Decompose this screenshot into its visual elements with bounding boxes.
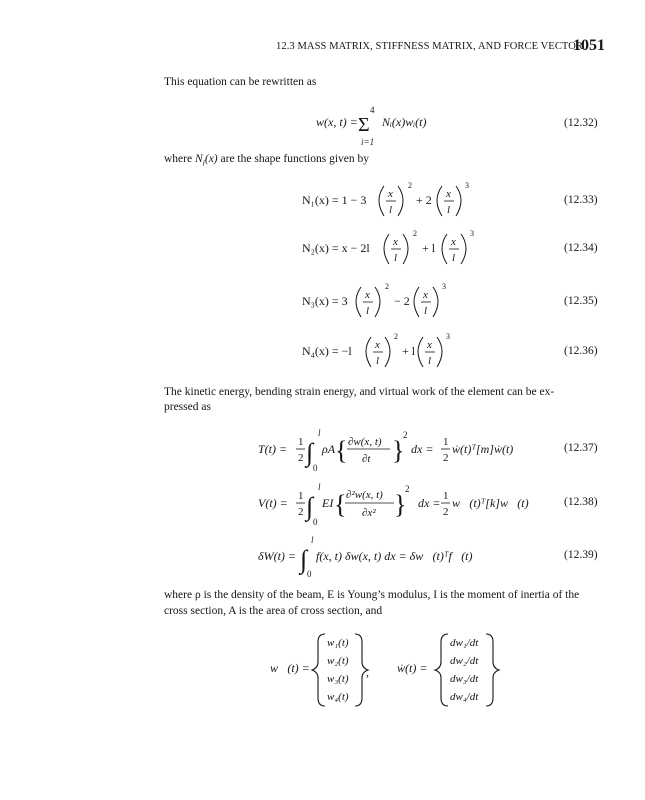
frac-num: x: [423, 289, 428, 301]
vector-comma: ,: [366, 665, 369, 679]
equation-12-39-math: [0, 532, 645, 582]
left-paren: [366, 337, 371, 367]
right-paren: [433, 287, 438, 317]
eq-12-37-frac-num: ∂w(x, t): [348, 436, 382, 448]
frac-den: l: [424, 305, 428, 317]
shape-intro-text: [164, 152, 369, 170]
left-paren: [418, 337, 423, 367]
equation-number: (12.38): [564, 496, 598, 508]
frac-den: l: [428, 355, 432, 367]
frac-den: l: [389, 204, 393, 216]
vector-definitions: [0, 630, 645, 710]
frac-num: x: [365, 289, 370, 301]
exp-square: 2: [413, 229, 417, 238]
int-upper: l: [311, 535, 314, 545]
equation-12-37-math: [0, 424, 645, 476]
exp-square: 2: [385, 282, 389, 291]
eq-12-38-dx: dx =: [418, 496, 441, 510]
int-upper: l: [318, 428, 321, 438]
eq-12-32-sum-upper: 4: [370, 105, 375, 115]
frac-num: x: [393, 236, 398, 248]
eq-12-37-power: 2: [403, 430, 408, 440]
frac-num: x: [446, 188, 451, 200]
left-paren: [356, 287, 361, 317]
equation-12-35: [0, 279, 645, 325]
page-number: 1051: [573, 37, 605, 54]
energy-text-line2: pressed as: [164, 401, 211, 413]
frac-den: l: [376, 355, 380, 367]
right-paren: [375, 287, 380, 317]
eq-12-38-coef: EI: [322, 496, 334, 510]
frac-den: l: [394, 252, 398, 264]
exp-cube: 3: [442, 282, 446, 291]
exp-cube: 3: [470, 229, 474, 238]
eq-12-38-rhs: w⃗(t)ᵀ[k]w⃗(t): [452, 496, 529, 510]
eq-12-38-lhs: V(t) =: [258, 496, 288, 510]
left-paren: [442, 234, 447, 264]
integral-sign: ∫: [300, 545, 308, 574]
eq-12-37-dx: dx =: [411, 442, 434, 456]
eq-12-36-lhs: N₄(x) = −l: [302, 344, 352, 358]
eq-12-39-integrand: f(x, t) δw(x, t) dx = δw⃗(t)ᵀf⃗(t): [316, 549, 473, 563]
equation-12-36-math: [0, 329, 645, 375]
equation-number: (12.32): [564, 117, 598, 129]
left-paren: [384, 234, 389, 264]
equation-12-34-math: [0, 226, 645, 272]
eq-12-38-frac-num: ∂²w(x, t): [346, 489, 383, 501]
equation-12-35-math: [0, 279, 645, 325]
eq-12-35-lhs: N₃(x) = 3: [302, 294, 348, 308]
equation-12-37: [0, 424, 645, 476]
eq-12-33-lhs: N₁(x) = 1 − 3: [302, 193, 367, 207]
equation-12-33-math: [0, 178, 645, 224]
integral-sign: ∫: [306, 492, 314, 521]
w-entry-1: w₁(t): [327, 637, 349, 649]
equation-number: (12.33): [564, 194, 598, 206]
sum-symbol: Σ: [358, 114, 370, 136]
equation-number: (12.36): [564, 345, 598, 357]
eq-12-37-power: 2: [405, 484, 410, 494]
left-paren: [414, 287, 419, 317]
w-entry-2: w₂(t): [327, 655, 349, 667]
right-paren: [398, 186, 403, 216]
frac-den: l: [452, 252, 456, 264]
exp-square: 2: [394, 332, 398, 341]
half-den: 2: [298, 506, 304, 518]
right-brace: }: [392, 436, 405, 465]
eq-12-34-mid: + l: [422, 241, 436, 255]
vector-definitions-math: [0, 630, 645, 710]
shape-intro-symbol: $N_i(x)$: [194, 153, 218, 168]
w-entry-3: w₃(t): [327, 673, 349, 685]
eq-12-37-coef: ρA: [322, 442, 336, 456]
wdot-entry-1: dw₁/dt: [450, 637, 479, 649]
eq-12-35-mid: − 2: [394, 294, 410, 308]
where-text-line2: cross section, A is the area of cross section, and: [164, 605, 383, 617]
w-entry-4: w₄(t): [327, 691, 349, 703]
right-paren: [461, 234, 466, 264]
int-lower: 0: [313, 463, 318, 473]
frac-num: x: [375, 339, 380, 351]
left-paren: [379, 186, 384, 216]
eq-12-37-rhs: ẇ(t)ᵀ[m]ẇ(t): [452, 442, 514, 456]
right-paren: [456, 186, 461, 216]
equation-12-32-math: [0, 104, 645, 150]
exp-cube: 3: [465, 181, 469, 190]
right-paren: [403, 234, 408, 264]
wdot-vector-lhs: ẇ(t) =: [397, 661, 428, 675]
left-brace: {: [335, 436, 348, 465]
right-brace: }: [394, 490, 407, 519]
eq-12-32-lhs: w(x, t) =: [316, 115, 358, 129]
right-brace: [486, 634, 499, 706]
right-paren: [385, 337, 390, 367]
half-num: 1: [298, 436, 304, 448]
equation-12-34: [0, 226, 645, 272]
eq-12-32-rhs: Nᵢ(x)wᵢ(t): [382, 115, 427, 129]
equation-number: (12.34): [564, 242, 598, 254]
exp-square: 2: [408, 181, 412, 190]
where-text-line1: where ρ is the density of the beam, E is Young’s modulus, I is the moment of inertia of the: [164, 589, 580, 601]
left-brace: {: [334, 490, 347, 519]
equation-12-32: [0, 104, 645, 150]
half-den: 2: [443, 506, 449, 518]
int-upper: l: [318, 482, 321, 492]
eq-12-39-lhs: δW(t) =: [258, 549, 296, 563]
right-paren: [437, 337, 442, 367]
equation-number: (12.37): [564, 442, 598, 454]
frac-num: x: [427, 339, 432, 351]
half-den: 2: [443, 452, 449, 464]
eq-12-36-mid: + l: [402, 344, 416, 358]
integral-sign: ∫: [306, 438, 314, 467]
energy-text-line1: The kinetic energy, bending strain energy, and virtual work of the element can be ex-: [164, 386, 555, 398]
eq-12-32-sum-lower: i=1: [361, 137, 375, 147]
wdot-entry-4: dw₄/dt: [450, 691, 479, 703]
left-brace: [435, 634, 448, 706]
wdot-entry-2: dw₂/dt: [450, 655, 479, 667]
w-vector-lhs: w⃗(t) =: [270, 661, 310, 675]
left-paren: [437, 186, 442, 216]
half-num: 1: [443, 490, 449, 502]
frac-den: l: [366, 305, 370, 317]
eq-12-33-mid: + 2: [416, 193, 432, 207]
exp-cube: 3: [446, 332, 450, 341]
eq-12-37-lhs: T(t) =: [258, 442, 288, 456]
half-num: 1: [298, 490, 304, 502]
running-head: 12.3 MASS MATRIX, STIFFNESS MATRIX, AND FORCE VECTOR: [276, 41, 584, 52]
half-den: 2: [298, 452, 304, 464]
frac-num: x: [451, 236, 456, 248]
int-lower: 0: [313, 517, 318, 527]
intro-text: This equation can be rewritten as: [164, 76, 317, 88]
shape-intro-pre: where: [164, 153, 195, 165]
eq-12-37-frac-den: ∂t: [362, 453, 371, 465]
equation-12-38-math: [0, 478, 645, 530]
wdot-entry-3: dw₃/dt: [450, 673, 479, 685]
eq-12-38-frac-den: ∂x²: [362, 507, 376, 519]
half-num: 1: [443, 436, 449, 448]
eq-12-34-lhs: N₂(x) = x − 2l: [302, 241, 370, 255]
int-lower: 0: [307, 569, 312, 579]
equation-12-36: [0, 329, 645, 375]
frac-num: x: [388, 188, 393, 200]
equation-12-33: [0, 178, 645, 224]
shape-intro-post: are the shape functions given by: [217, 153, 370, 165]
equation-12-39: [0, 532, 645, 582]
equation-12-38: [0, 478, 645, 530]
equation-number: (12.35): [564, 295, 598, 307]
frac-den: l: [447, 204, 451, 216]
left-brace: [312, 634, 325, 706]
equation-number: (12.39): [564, 549, 598, 561]
